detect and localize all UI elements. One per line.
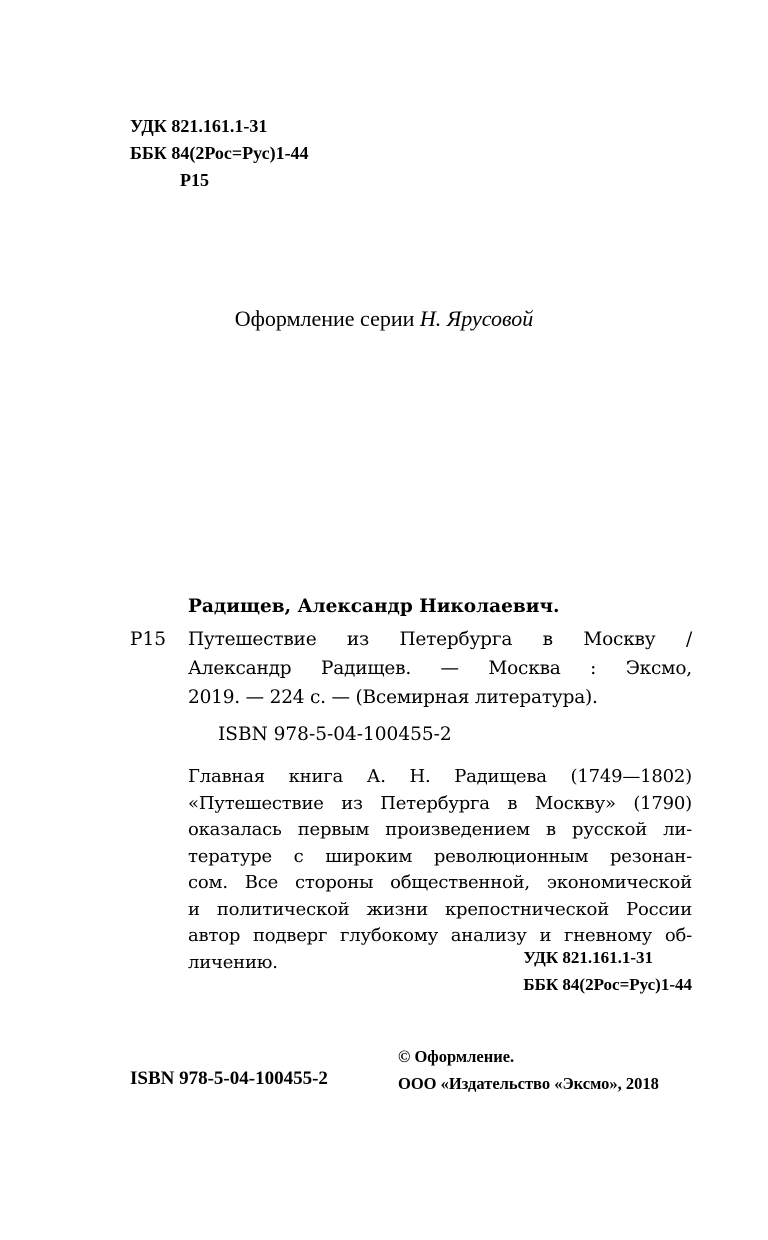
classification-block <box>130 113 309 194</box>
card-body <box>130 625 692 712</box>
annotation-line: тературе с широким революционным резонан- <box>188 845 692 867</box>
catalog-card <box>130 593 692 976</box>
annotation-line: сом. Все стороны общественной, экономической <box>188 872 692 893</box>
design-credit-prefix: Оформление серии <box>234 306 415 331</box>
copyright-notice <box>398 1043 659 1097</box>
annotation-line: Главная книга А. Н. Радищева (1749—1802) <box>188 766 692 787</box>
copyright-line: © Оформление. <box>398 1047 515 1066</box>
description-line: Александр Радищев. — Москва : Эксмо, <box>188 658 692 679</box>
copyright-line: ООО «Издательство «Эксмо», 2018 <box>398 1074 659 1093</box>
card-author: Радищев, Александр Николаевич. <box>188 596 560 617</box>
card-classification <box>523 944 692 998</box>
udk-code: УДК 821.161.1-31 <box>130 116 268 136</box>
card-author-sign: Р15 <box>130 629 166 650</box>
card-bbk-code: ББК 84(2Рос=Рус)1-44 <box>523 975 692 994</box>
card-isbn: ISBN 978-5-04-100455-2 <box>218 724 452 745</box>
description-line: 2019. — 224 с. — (Всемирная литература). <box>188 687 598 708</box>
footer-isbn: ISBN 978-5-04-100455-2 <box>130 1068 328 1089</box>
annotation-line: оказалась первым произведением в русской ли- <box>188 819 692 840</box>
bbk-code: ББК 84(2Рос=Рус)1-44 <box>130 143 309 163</box>
series-design-credit <box>0 306 768 332</box>
card-description <box>188 625 692 712</box>
card-udk-code: УДК 821.161.1-31 <box>523 948 654 967</box>
annotation-line: и политической жизни крепостнической России <box>188 898 692 920</box>
author-sign: Р15 <box>180 170 209 190</box>
description-line: Путешествие из Петербурга в Москву / <box>188 629 692 650</box>
annotation-line: личению. <box>188 951 278 973</box>
annotation-line: автор подверг глубокому анализу и гневному об- <box>188 925 692 946</box>
designer-name: Н. Ярусовой <box>419 306 534 331</box>
annotation-line: «Путешествие из Петербурга в Москву» (1790) <box>188 792 692 814</box>
